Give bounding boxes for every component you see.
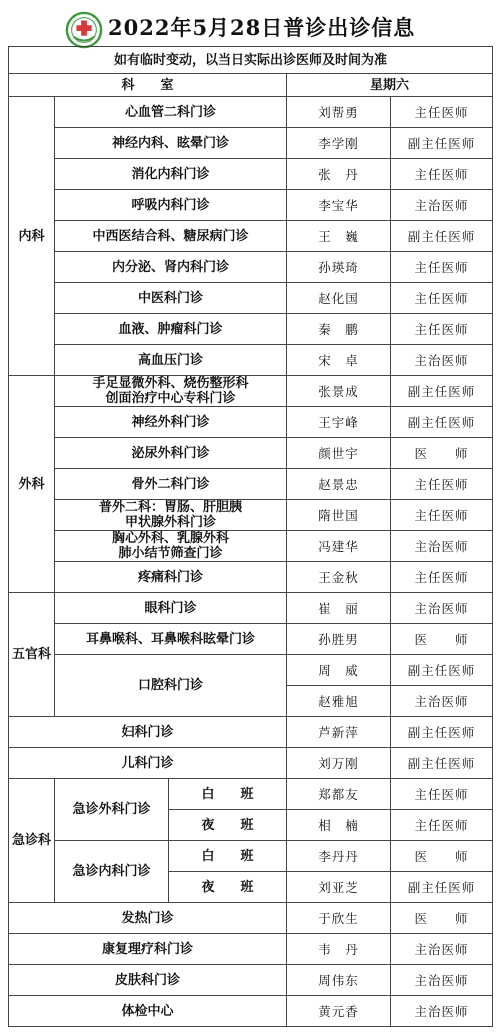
doctor-rank: 主治医师 [391, 996, 493, 1027]
doctor-name: 于欣生 [287, 903, 391, 934]
doctor-name: 赵化国 [287, 283, 391, 314]
doctor-rank: 主治医师 [391, 190, 493, 221]
clinic-name: 内分泌、肾内科门诊 [55, 252, 287, 283]
doctor-rank: 副主任医师 [391, 872, 493, 903]
table-row [9, 376, 493, 407]
clinic-name: 发热门诊 [9, 903, 287, 934]
doctor-rank: 副主任医师 [391, 376, 493, 407]
table-row [9, 655, 493, 686]
doctor-name: 周 威 [287, 655, 391, 686]
table-row [9, 593, 493, 624]
doctor-name: 刘亚芝 [287, 872, 391, 903]
doctor-rank: 主任医师 [391, 97, 493, 128]
doctor-name: 李学刚 [287, 128, 391, 159]
header-day: 星期六 [287, 74, 493, 97]
doctor-rank: 副主任医师 [391, 655, 493, 686]
doctor-rank: 主治医师 [391, 965, 493, 996]
shift-label: 夜 班 [169, 810, 287, 841]
table-row [9, 934, 493, 965]
table-row [9, 717, 493, 748]
doctor-name: 王宇峰 [287, 407, 391, 438]
doctor-rank: 医 师 [391, 903, 493, 934]
table-row [9, 500, 493, 531]
dept-label: 内科 [9, 97, 55, 376]
clinic-name: 口腔科门诊 [55, 655, 287, 717]
clinic-name: 眼科门诊 [55, 593, 287, 624]
table-row [9, 128, 493, 159]
doctor-rank: 副主任医师 [391, 717, 493, 748]
schedule-table [8, 46, 493, 1027]
clinic-name: 呼吸内科门诊 [55, 190, 287, 221]
doctor-name: 冯建华 [287, 531, 391, 562]
table-row [9, 531, 493, 562]
clinic-name: 泌尿外科门诊 [55, 438, 287, 469]
doctor-rank: 主任医师 [391, 500, 493, 531]
clinic-name: 妇科门诊 [9, 717, 287, 748]
clinic-name: 中医科门诊 [55, 283, 287, 314]
dept-label: 急诊科 [9, 779, 55, 903]
clinic-name: 急诊内科门诊 [55, 841, 169, 903]
doctor-rank: 医 师 [391, 841, 493, 872]
table-row [9, 283, 493, 314]
clinic-name: 神经内科、眩晕门诊 [55, 128, 287, 159]
doctor-rank: 主治医师 [391, 593, 493, 624]
doctor-rank: 主任医师 [391, 283, 493, 314]
table-row [9, 97, 493, 128]
table-row [9, 438, 493, 469]
clinic-name: 心血管二科门诊 [55, 97, 287, 128]
clinic-name: 消化内科门诊 [55, 159, 287, 190]
header-dept: 科 室 [9, 74, 287, 97]
clinic-name [55, 376, 287, 407]
table-row [9, 841, 493, 872]
doctor-name: 周伟东 [287, 965, 391, 996]
shift-label: 夜 班 [169, 872, 287, 903]
clinic-name: 体检中心 [9, 996, 287, 1027]
doctor-rank: 副主任医师 [391, 407, 493, 438]
doctor-name: 王 巍 [287, 221, 391, 252]
table-row [9, 624, 493, 655]
doctor-rank: 医 师 [391, 438, 493, 469]
table-row [9, 903, 493, 934]
table-row [9, 190, 493, 221]
clinic-name-line: 肺小结节筛查门诊 [118, 546, 223, 561]
doctor-name: 赵雅旭 [287, 686, 391, 717]
doctor-name: 秦 鹏 [287, 314, 391, 345]
table-row [9, 965, 493, 996]
doctor-name: 崔 丽 [287, 593, 391, 624]
table-row [9, 159, 493, 190]
table-row [9, 562, 493, 593]
table-row [9, 779, 493, 810]
clinic-name: 儿科门诊 [9, 748, 287, 779]
doctor-rank: 副主任医师 [391, 128, 493, 159]
header [8, 8, 492, 46]
table-row [9, 221, 493, 252]
doctor-rank: 医 师 [391, 624, 493, 655]
doctor-rank: 主治医师 [391, 686, 493, 717]
page-title: 2022年5月28日普诊出诊信息 [108, 15, 416, 40]
clinic-name: 骨外二科门诊 [55, 469, 287, 500]
doctor-name: 郑都友 [287, 779, 391, 810]
hospital-logo-icon [65, 11, 103, 49]
doctor-name: 赵景忠 [287, 469, 391, 500]
dept-label: 五官科 [9, 593, 55, 717]
doctor-rank: 主任医师 [391, 562, 493, 593]
clinic-name: 血液、肿瘤科门诊 [55, 314, 287, 345]
doctor-name: 李宝华 [287, 190, 391, 221]
doctor-name: 孙瑛琦 [287, 252, 391, 283]
doctor-name: 宋 卓 [287, 345, 391, 376]
doctor-rank: 主任医师 [391, 159, 493, 190]
clinic-name [55, 531, 287, 562]
doctor-name: 李丹丹 [287, 841, 391, 872]
doctor-name: 相 楠 [287, 810, 391, 841]
doctor-name: 张 丹 [287, 159, 391, 190]
table-row [9, 469, 493, 500]
doctor-name: 韦 丹 [287, 934, 391, 965]
clinic-name-line: 胸心外科、乳腺外科 [111, 531, 229, 546]
doctor-rank: 主治医师 [391, 934, 493, 965]
notice-text: 如有临时变动，以当日实际出诊医师及时间为准 [9, 47, 493, 74]
doctor-rank: 主治医师 [391, 531, 493, 562]
doctor-name: 刘万刚 [287, 748, 391, 779]
doctor-name: 隋世国 [287, 500, 391, 531]
clinic-name-line: 手足显微外科、烧伤整形科 [92, 376, 249, 391]
doctor-rank: 主任医师 [391, 810, 493, 841]
table-row [9, 252, 493, 283]
table-header-row [9, 74, 493, 97]
doctor-rank: 主任医师 [391, 779, 493, 810]
doctor-name: 颜世宇 [287, 438, 391, 469]
doctor-rank: 主任医师 [391, 469, 493, 500]
clinic-name: 急诊外科门诊 [55, 779, 169, 841]
clinic-name [55, 500, 287, 531]
doctor-name: 张景成 [287, 376, 391, 407]
shift-label: 白 班 [169, 841, 287, 872]
notice-row [9, 47, 493, 74]
clinic-name: 中西医结合科、糖尿病门诊 [55, 221, 287, 252]
clinic-name-line: 创面治疗中心专科门诊 [105, 391, 236, 406]
doctor-rank: 主任医师 [391, 314, 493, 345]
table-row [9, 996, 493, 1027]
shift-label: 白 班 [169, 779, 287, 810]
doctor-rank: 副主任医师 [391, 221, 493, 252]
doctor-name: 刘帮勇 [287, 97, 391, 128]
dept-label: 外科 [9, 376, 55, 593]
doctor-name: 孙胜男 [287, 624, 391, 655]
doctor-rank: 主任医师 [391, 252, 493, 283]
clinic-name-line: 普外二科：胃肠、肝胆胰 [98, 500, 242, 515]
doctor-rank: 副主任医师 [391, 748, 493, 779]
clinic-name: 高血压门诊 [55, 345, 287, 376]
clinic-name-line: 甲状腺外科门诊 [124, 515, 216, 530]
clinic-name: 耳鼻喉科、耳鼻喉科眩晕门诊 [55, 624, 287, 655]
table-row [9, 748, 493, 779]
doctor-rank: 主治医师 [391, 345, 493, 376]
doctor-name: 芦新萍 [287, 717, 391, 748]
table-row [9, 407, 493, 438]
clinic-name: 疼痛科门诊 [55, 562, 287, 593]
doctor-name: 黄元香 [287, 996, 391, 1027]
clinic-name: 康复理疗科门诊 [9, 934, 287, 965]
clinic-name: 神经外科门诊 [55, 407, 287, 438]
clinic-name: 皮肤科门诊 [9, 965, 287, 996]
table-row [9, 314, 493, 345]
doctor-name: 王金秋 [287, 562, 391, 593]
table-row [9, 345, 493, 376]
